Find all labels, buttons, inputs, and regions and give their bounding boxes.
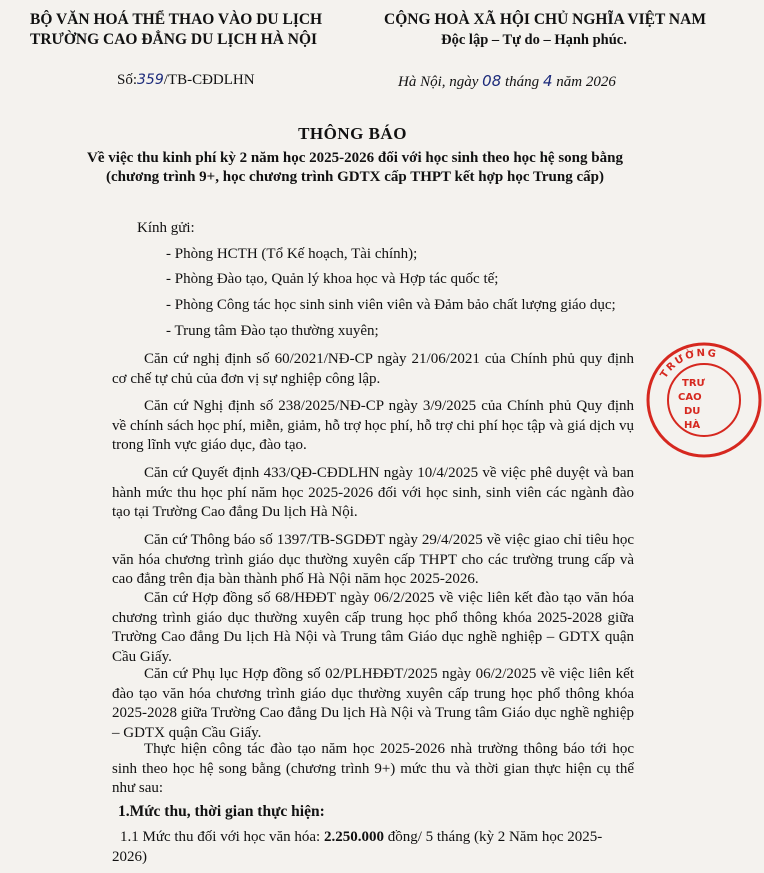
recipient-item: - Phòng Công tác học sinh sinh viên viên và Đảm bảo chất lượng giáo dục; bbox=[166, 297, 616, 313]
stamp-line: TRƯ bbox=[682, 378, 705, 389]
nation-name: CỘNG HOÀ XÃ HỘI CHỦ NGHĨA VIỆT NAM bbox=[384, 11, 706, 28]
date-prefix: Hà Nội, ngày bbox=[398, 74, 479, 90]
document-date bbox=[398, 72, 616, 91]
stamp-outer-ring bbox=[648, 344, 760, 456]
fee-amount: 2.250.000 bbox=[323, 829, 384, 845]
document-number-handwritten: 359 bbox=[137, 72, 164, 88]
legal-basis-paragraph: Căn cứ Nghị định số 238/2025/NĐ-CP ngày 3/9/2025 của Chính phủ Quy định về chính sách học phí, miễn, giảm, hỗ trợ học phí, hỗ trợ chi phí học tập và giá dịch vụ trong lĩnh vực giáo dục, đào tạo. bbox=[112, 398, 634, 453]
stamp-ring-text: TRƯỜNG bbox=[658, 347, 719, 381]
legal-basis-paragraph: Căn cứ Hợp đồng số 68/HĐĐT ngày 06/2/2025 về việc liên kết đào tạo văn hóa chương trình giáo dục thường xuyên cấp trung học phổ thông khóa 2025-2028 giữa Trường Cao đẳng Du lịch Hà Nội và Trung tâm Giáo dục nghề nghiệp – GDTX quận Cầu Giấy. bbox=[112, 590, 634, 665]
legal-basis-paragraph: Căn cứ Quyết định 433/QĐ-CĐDLHN ngày 10/4/2025 về việc phê duyệt và ban hành mức thu học phí năm học 2025-2026 đối với học sinh, sinh viên các ngành đào tạo tại Trường Cao đẳng Du lịch Hà Nội. bbox=[112, 465, 634, 520]
issuer-header bbox=[30, 10, 322, 50]
recipient-item: - Trung tâm Đào tạo thường xuyên; bbox=[166, 323, 379, 339]
stamp-line: DU bbox=[684, 406, 701, 417]
fee-item-prefix: 1.1 Mức thu đối với học văn hóa: bbox=[120, 829, 324, 845]
date-month: 4 bbox=[542, 72, 553, 90]
official-stamp-icon bbox=[644, 340, 764, 460]
document-subtitle: Về việc thu kinh phí kỳ 2 năm học 2025-2026 đối với học sinh theo học hệ song bằng (chương trình 9+, học chương trình GDTX cấp THPT kết hợp học Trung cấp) bbox=[87, 150, 623, 185]
date-day: 08 bbox=[482, 72, 502, 90]
date-year: năm 2026 bbox=[556, 74, 616, 90]
document-number-prefix: Số: bbox=[117, 72, 138, 88]
stamp-line: CAO bbox=[678, 392, 702, 403]
fee-item-suffix: đồng/ 5 tháng (kỳ 2 Năm học 2025-2026) bbox=[112, 829, 603, 865]
stamp-line: HÀ bbox=[684, 420, 701, 431]
recipient-item: - Phòng HCTH (Tổ Kế hoạch, Tài chính); bbox=[166, 246, 418, 262]
legal-basis-paragraph: Căn cứ Thông báo số 1397/TB-SGDĐT ngày 29/4/2025 về việc giao chỉ tiêu học văn hóa chương trình giáo dục thường xuyên cấp THPT cho các trường trung cấp và cao đẳng trên địa bàn thành phố Hà Nội năm học 2025-2026. bbox=[112, 532, 634, 587]
national-header bbox=[384, 10, 706, 50]
date-month-label: tháng bbox=[505, 74, 540, 90]
fee-item bbox=[112, 828, 634, 867]
greeting: Kính gửi: bbox=[137, 220, 195, 236]
document-number-suffix: /TB-CĐDLHN bbox=[163, 72, 255, 88]
school-name: TRƯỜNG CAO ĐẲNG DU LỊCH HÀ NỘI bbox=[30, 31, 318, 48]
recipient-item: - Phòng Đào tạo, Quản lý khoa học và Hợp tác quốc tế; bbox=[166, 271, 499, 287]
implementation-paragraph: Thực hiện công tác đào tạo năm học 2025-2026 nhà trường thông báo tới học sinh theo học hệ song bằng (chương trình 9+) mức thu và thời gian thực hiện cụ thể như sau: bbox=[112, 741, 634, 796]
ministry-name: BỘ VĂN HOÁ THỂ THAO VÀO DU LỊCH bbox=[30, 11, 323, 28]
national-motto: Độc lập – Tự do – Hạnh phúc. bbox=[441, 32, 627, 48]
section-heading: 1.Mức thu, thời gian thực hiện: bbox=[118, 803, 325, 820]
legal-basis-paragraph: Căn cứ nghị định số 60/2021/NĐ-CP ngày 21/06/2021 của Chính phủ quy định cơ chế tự chủ của đơn vị sự nghiệp công lập. bbox=[112, 351, 634, 387]
document-title: THÔNG BÁO bbox=[298, 124, 407, 143]
document-number bbox=[117, 72, 255, 89]
legal-basis-paragraph: Căn cứ Phụ lục Hợp đồng số 02/PLHĐĐT/2025 ngày 06/2/2025 về việc liên kết đào tạo văn hóa chương trình giáo dục thường xuyên cấp trung học phổ thông khóa 2025-2028 giữa Trường Cao đẳng Du lịch Hà Nội và Trung tâm Giáo dục nghề nghiệp – GDTX quận Cầu Giấy. bbox=[112, 666, 634, 741]
